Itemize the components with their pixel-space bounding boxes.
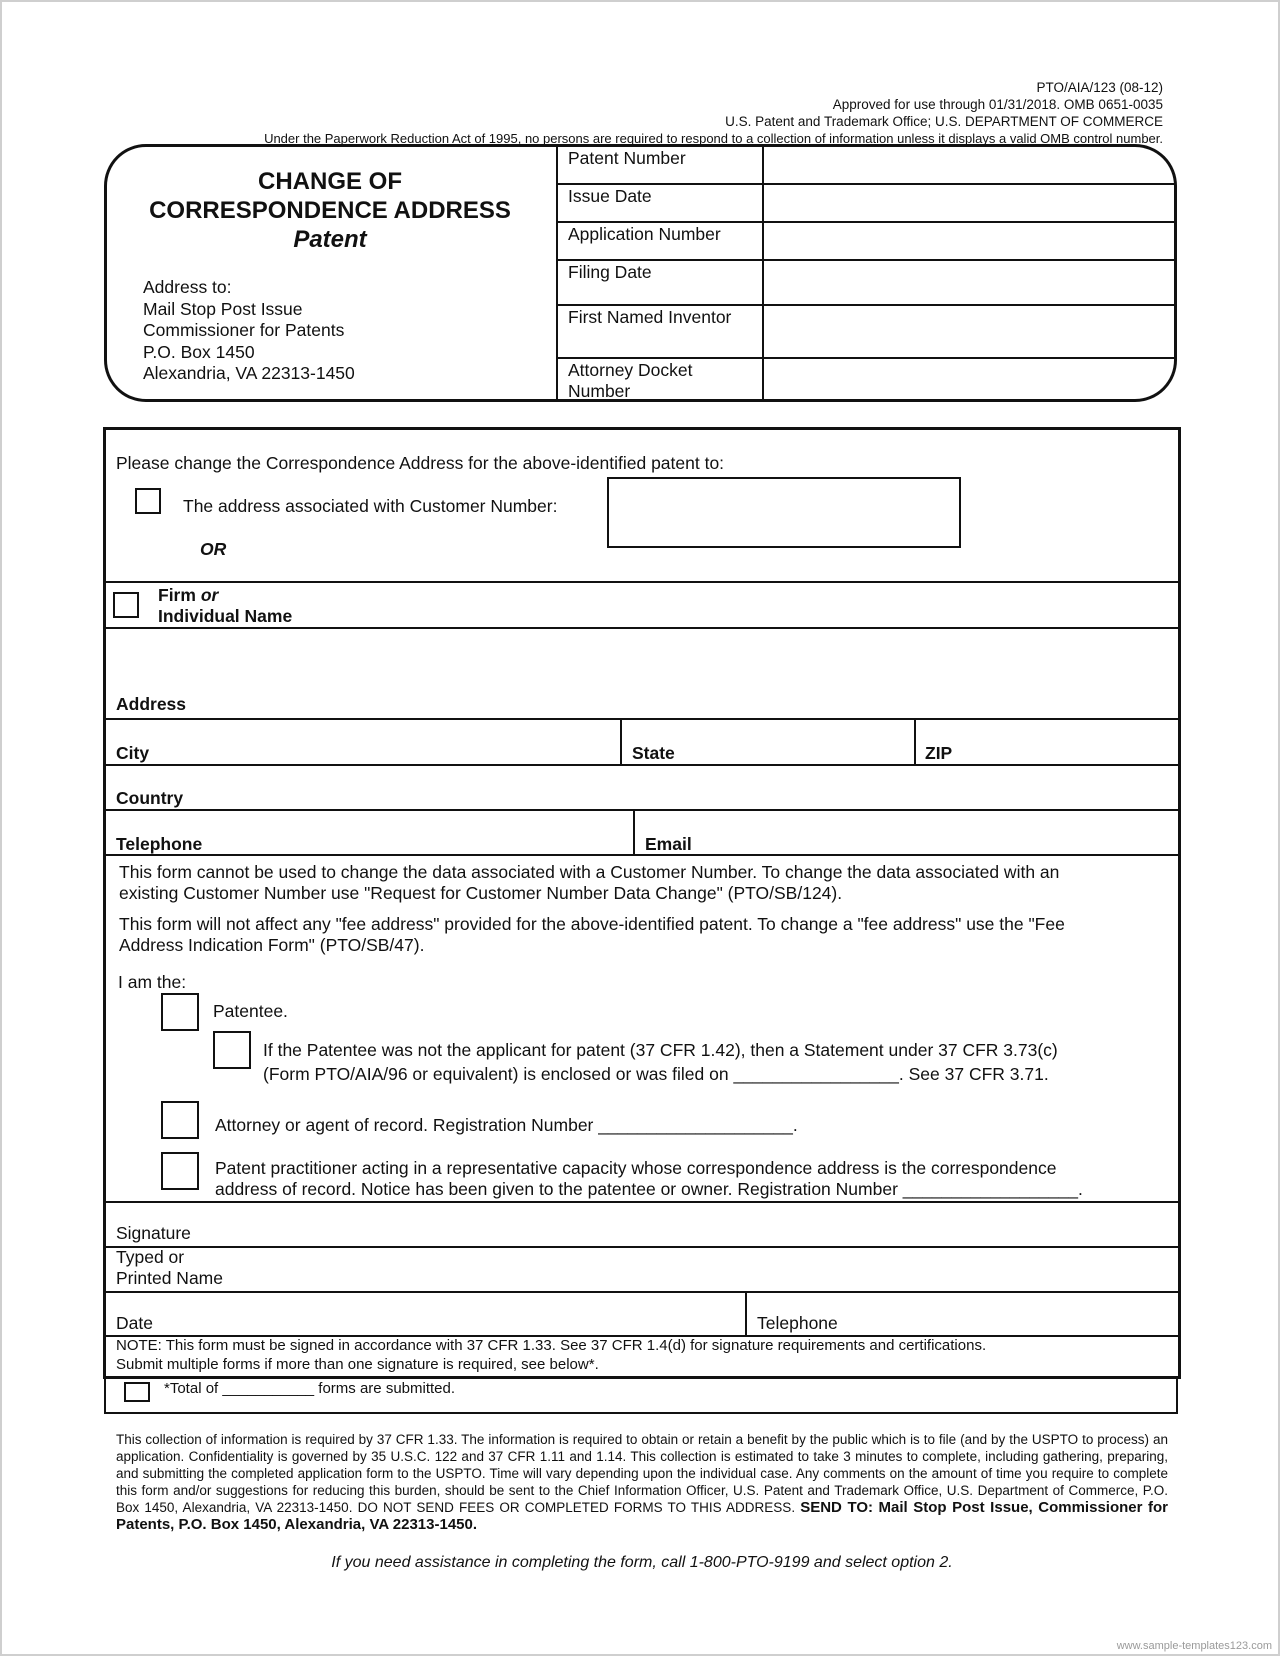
attorney-docket-field[interactable] [764,359,1154,399]
application-number-field[interactable] [764,223,1169,258]
total-text: *Total of ___________ forms are submitted. [164,1380,456,1397]
statement-line2: (Form PTO/AIA/96 or equivalent) is enclosed or was filed on _________________. See 37 CFR 3.71. [263,1064,1049,1084]
burden-statement: This collection of information is required by 37 CFR 1.33. The information is required to obtain or retain a benefit by the public which is to file (and by the USPTO to process) an application. Confidentiality is governed by 35 U.S.C. 122 and 37 CFR 1.11 and 1.14. This collection is estimated to take 3 minutes to complete, including gathering, preparing, and submitting the completed application form to the USPTO. Time will vary depending upon the individual case. Any comments on the amount of time you require to complete this form and/or suggestions for reducing this burden, should be sent to the Chief Information Officer, U.S. Patent and Trademark Office, U.S. Department of Commerce, P.O. Box 1450, Alexandria, VA 22313-1450. DO NOT SEND FEES OR COMPLETED FORMS TO THIS ADDRESS. SEND TO: Mail Stop Post Issue, Commissioner for Patents, P.O. Box 1450, Alexandria, VA 22313-1450. [116,1432,1168,1533]
customer-number-input[interactable] [607,477,961,548]
city-field[interactable] [162,721,617,761]
address-field[interactable] [202,630,1172,716]
email-field[interactable] [702,812,1172,852]
state-field[interactable] [682,721,910,761]
title-line2: CORRESPONDENCE ADDRESS [149,197,511,224]
patent-number-label: Patent Number [568,148,686,168]
assistance-text: If you need assistance in completing the form, call 1-800-PTO-9199 and select option 2. [331,1554,953,1571]
address-to-label: Address to: [143,277,232,297]
typed-name-label-1: Typed or [116,1247,185,1267]
email-label: Email [645,834,692,854]
typed-name-label-2: Printed Name [116,1268,223,1288]
firm-label: Firm or [158,585,219,605]
signature-label: Signature [116,1223,191,1243]
practitioner-line2: address of record. Notice has been given to the patentee or owner. Registration Number __________________. [215,1179,1083,1199]
send-to-text: SEND TO: Mail Stop Post Issue, Commissioner for Patents, P.O. Box 1450, Alexandria, VA 22313-1450. [116,1499,1168,1533]
approval-text: Approved for use through 01/31/2018. OMB 0651-0035 [832,97,1163,112]
paperwork-text: Under the Paperwork Reduction Act of 1995, no persons are required to respond to a collection of information unless it displays a valid OMB control number. [264,131,1163,146]
attorney-docket-label-1: Attorney Docket [568,360,693,380]
date-field[interactable] [172,1294,740,1334]
patentee-label: Patentee. [213,1001,288,1021]
iam-label: I am the: [118,972,187,992]
sig-telephone-label: Telephone [757,1313,838,1333]
first-named-inventor-label: First Named Inventor [568,307,732,327]
address-to-line1: Mail Stop Post Issue [143,299,303,319]
title-line1: CHANGE OF [258,168,402,195]
note2-line1: This form will not affect any "fee address" provided for the above-identified patent. To change a "fee address" use the "Fee [119,914,1065,934]
agency-text: U.S. Patent and Trademark Office; U.S. DEPARTMENT OF COMMERCE [725,114,1163,129]
attorney-checkbox[interactable] [161,1101,199,1139]
practitioner-line1: Patent practitioner acting in a representative capacity whose correspondence address is the correspondence [215,1158,1057,1178]
address-to-line3: P.O. Box 1450 [143,342,255,362]
or-label: OR [200,539,227,559]
country-label: Country [116,788,184,808]
signature-field[interactable] [202,1204,1172,1244]
customer-number-checkbox[interactable] [135,488,161,514]
address-to-line2: Commissioner for Patents [143,320,345,340]
total-checkbox[interactable] [124,1382,150,1402]
individual-name-label: Individual Name [158,606,293,626]
change-intro: Please change the Correspondence Address for the above-identified patent to: [116,453,725,473]
first-named-inventor-field[interactable] [764,306,1169,356]
patentee-checkbox[interactable] [161,993,199,1031]
zip-field[interactable] [962,721,1172,761]
statement-checkbox[interactable] [213,1031,251,1069]
filing-date-field[interactable] [764,261,1169,303]
attorney-label: Attorney or agent of record. Registration Number ____________________. [215,1115,798,1135]
country-field[interactable] [202,767,1172,807]
application-number-label: Application Number [568,224,721,244]
form-id: PTO/AIA/123 (08-12) [1036,80,1163,95]
typed-name-field[interactable] [242,1249,1172,1289]
city-label: City [116,743,150,763]
issue-date-label: Issue Date [568,186,652,206]
sign-note-line2: Submit multiple forms if more than one signature is required, see below*. [116,1356,599,1373]
state-label: State [632,743,675,763]
note2-line2: Address Indication Form" (PTO/SB/47). [119,935,425,955]
telephone-label: Telephone [116,834,203,854]
firm-checkbox[interactable] [113,592,139,618]
sign-note-line1: NOTE: This form must be signed in accordance with 37 CFR 1.33. See 37 CFR 1.4(d) for signature requirements and certifications. [116,1337,987,1354]
practitioner-checkbox[interactable] [161,1152,199,1190]
address-label: Address [116,694,187,714]
address-to-line4: Alexandria, VA 22313-1450 [143,363,355,383]
patent-number-field[interactable] [764,146,1169,182]
firm-name-field[interactable] [302,585,1172,625]
telephone-field[interactable] [217,812,627,852]
statement-line1: If the Patentee was not the applicant for patent (37 CFR 1.42), then a Statement under 37 CFR 3.73(c) [263,1040,1058,1060]
zip-label: ZIP [925,743,953,763]
filing-date-label: Filing Date [568,262,652,282]
watermark: www.sample-templates123.com [1116,1640,1272,1652]
customer-number-label: The address associated with Customer Number: [183,496,558,516]
sig-telephone-field[interactable] [862,1294,1172,1334]
title-line3: Patent [293,226,367,253]
note1-line1: This form cannot be used to change the data associated with a Customer Number. To change the data associated with an [119,862,1060,882]
issue-date-field[interactable] [764,185,1169,220]
date-label: Date [116,1313,153,1333]
attorney-docket-label-2: Number [568,381,631,401]
note1-line2: existing Customer Number use "Request for Customer Number Data Change" (PTO/SB/124). [119,883,843,903]
